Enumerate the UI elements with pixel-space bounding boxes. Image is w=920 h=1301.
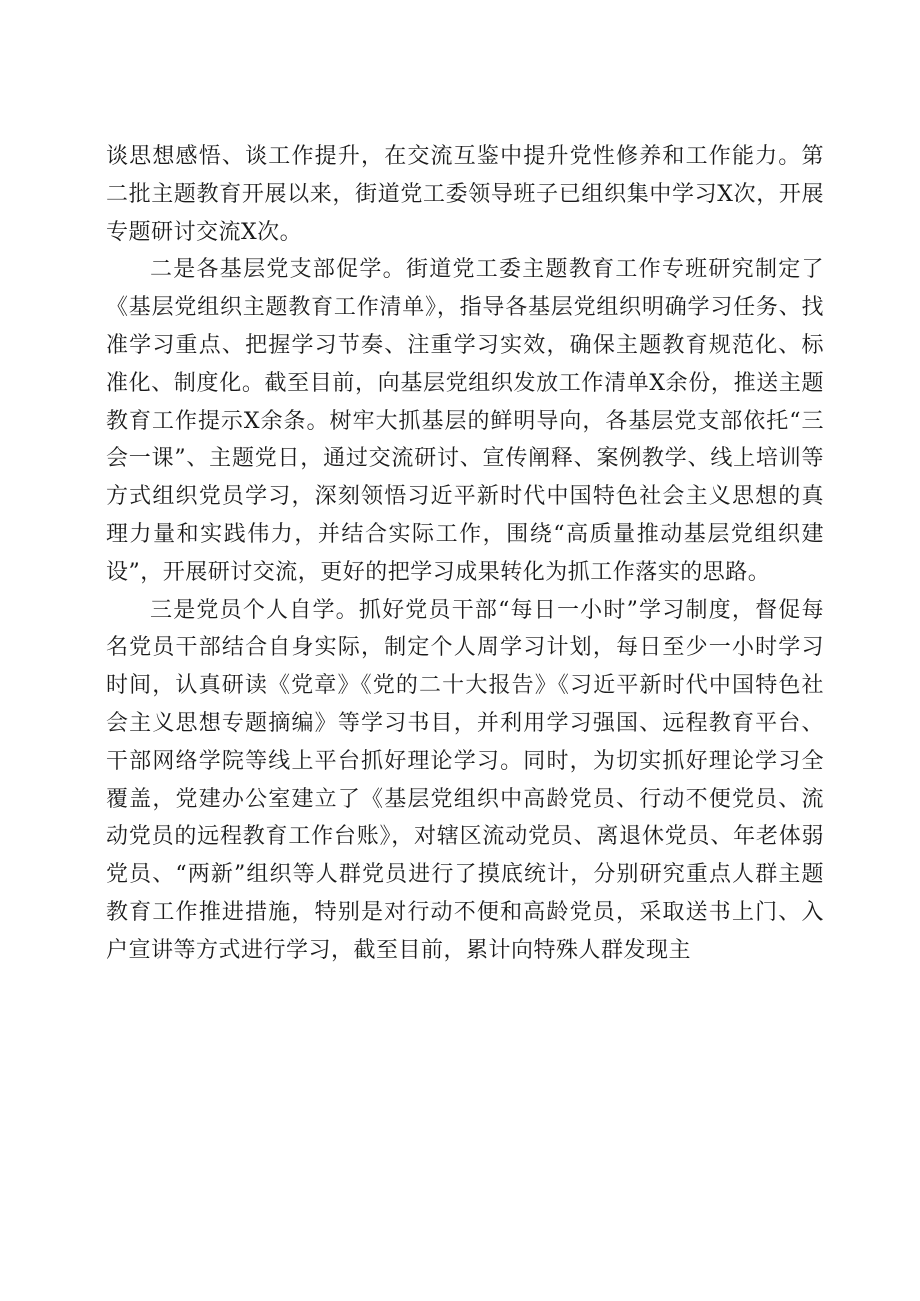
paragraph-individual-study: 三是党员个人自学。抓好党员干部“每日一小时”学习制度，督促每名党员干部结合自身实际，制定个人周学习计划，每日至少一小时学习时间，认真研读《党章》《党的二十大报告》《习近平新时代中国特色社会主义思想专题摘编》等学习书目，并利用学习强国、远程教育平台、干部网络学院等线上平台抓好理论学习。同时，为切实抓好理论学习全覆盖，党建办公室建立了《基层党组织中高龄党员、行动不便党员、流动党员的远程教育工作台账》，对辖区流动党员、离退休党员、年老体弱党员、“两新”组织等人群党员进行了摸底统计，分别研究重点人群主题教育工作推进措施，特别是对行动不便和高龄党员，采取送书上门、入户宣讲等方式进行学习，截至目前，累计向特殊人群发现主	[106, 597, 824, 963]
document-body	[106, 138, 824, 970]
paragraph-grassroots-branches: 二是各基层党支部促学。街道党工委主题教育工作专班研究制定了《基层党组织主题教育工作清单》，指导各基层党组织明确学习任务、找准学习重点、把握学习节奏、注重学习实效，确保主题教育规范化、标准化、制度化。截至目前，向基层党组织发放工作清单X余份，推送主题教育工作提示X余条。树牢大抓基层的鲜明导向，各基层党支部依托“三会一课”、主题党日，通过交流研讨、宣传阐释、案例教学、线上培训等方式组织党员学习，深刻领悟习近平新时代中国特色社会主义思想的真理力量和实践伟力，并结合实际工作，围绕“高质量推动基层党组织建设”，开展研讨交流，更好的把学习成果转化为抓工作落实的思路。	[106, 257, 824, 585]
paragraph-continuation: 谈思想感悟、谈工作提升，在交流互鉴中提升党性修养和工作能力。第二批主题教育开展以来，街道党工委领导班子已组织集中学习X次，开展专题研讨交流X次。	[106, 144, 824, 245]
